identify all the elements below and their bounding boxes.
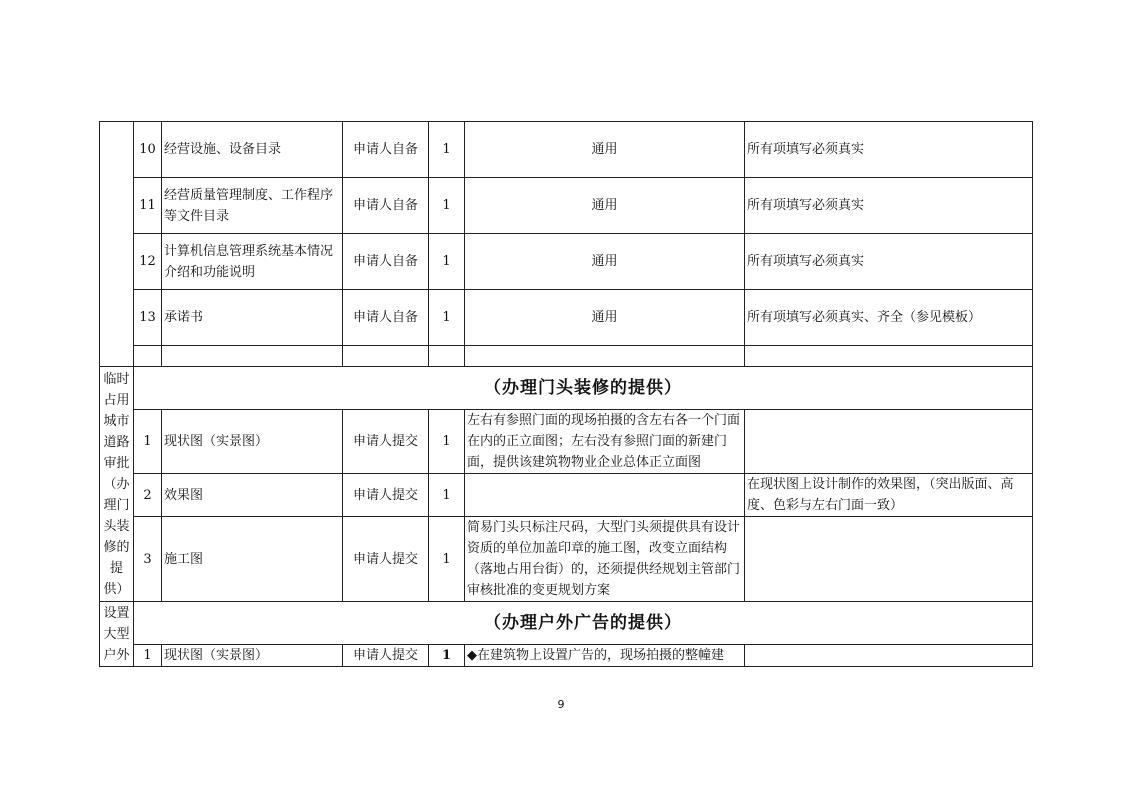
row-number: 10 xyxy=(134,122,162,178)
material-provider: 申请人提交 xyxy=(343,645,429,667)
category-cell-empty xyxy=(100,122,134,367)
material-note xyxy=(745,517,1033,602)
table-row xyxy=(100,517,1033,602)
material-name: 经营质量管理制度、工作程序等文件目录 xyxy=(162,178,343,234)
material-note: 所有项填写必须真实 xyxy=(745,234,1033,290)
material-name: 施工图 xyxy=(162,517,343,602)
material-provider: 申请人提交 xyxy=(343,410,429,474)
material-name: 现状图（实景图） xyxy=(162,645,343,667)
material-scope: 通用 xyxy=(465,122,745,178)
row-number: 13 xyxy=(134,290,162,346)
material-name: 效果图 xyxy=(162,474,343,517)
row-number: 2 xyxy=(134,474,162,517)
material-quantity: 1 xyxy=(429,410,465,474)
material-note: 所有项填写必须真实、齐全（参见模板） xyxy=(745,290,1033,346)
material-scope: ◆在建筑物上设置广告的，现场拍摄的整幢建 xyxy=(465,645,745,667)
table-row xyxy=(100,178,1033,234)
material-note xyxy=(745,645,1033,667)
category-cell: 临时占用城市道路审批（办理门头装修的提供） xyxy=(100,367,134,602)
material-quantity: 1 xyxy=(429,645,465,667)
page-number: 9 xyxy=(557,698,565,711)
row-number: 1 xyxy=(134,410,162,474)
material-quantity: 1 xyxy=(429,234,465,290)
table-row xyxy=(100,474,1033,517)
material-quantity: 1 xyxy=(429,178,465,234)
material-note: 所有项填写必须真实 xyxy=(745,178,1033,234)
table-row xyxy=(100,410,1033,474)
blank-row xyxy=(100,346,1033,367)
material-name: 计算机信息管理系统基本情况介绍和功能说明 xyxy=(162,234,343,290)
material-name: 经营设施、设备目录 xyxy=(162,122,343,178)
material-note: 在现状图上设计制作的效果图，（突出版面、高度、色彩与左右门面一致） xyxy=(745,474,1033,517)
material-provider: 申请人提交 xyxy=(343,474,429,517)
section-title-row xyxy=(100,602,1033,645)
material-provider: 申请人自备 xyxy=(343,178,429,234)
material-scope: 通用 xyxy=(465,234,745,290)
table-row xyxy=(100,290,1033,346)
material-scope xyxy=(465,474,745,517)
category-cell: 设置大型户外 xyxy=(100,602,134,667)
material-note: 所有项填写必须真实 xyxy=(745,122,1033,178)
requirements-table xyxy=(99,121,1033,667)
material-name: 现状图（实景图） xyxy=(162,410,343,474)
material-provider: 申请人自备 xyxy=(343,234,429,290)
material-quantity: 1 xyxy=(429,290,465,346)
table-row xyxy=(100,122,1033,178)
material-name: 承诺书 xyxy=(162,290,343,346)
material-provider: 申请人自备 xyxy=(343,290,429,346)
material-scope: 左右有参照门面的现场拍摄的含左右各一个门面在内的正立面图；左右没有参照门面的新建门面，提供该建筑物物业企业总体正立面图 xyxy=(465,410,745,474)
material-scope: 简易门头只标注尺码，大型门头须提供具有设计资质的单位加盖印章的施工图，改变立面结构（落地占用台街）的，还须提供经规划主管部门审核批准的变更规划方案 xyxy=(465,517,745,602)
material-quantity: 1 xyxy=(429,474,465,517)
row-number: 1 xyxy=(134,645,162,667)
material-note xyxy=(745,410,1033,474)
row-number: 3 xyxy=(134,517,162,602)
table-row xyxy=(100,234,1033,290)
material-provider: 申请人提交 xyxy=(343,517,429,602)
row-number: 12 xyxy=(134,234,162,290)
material-provider: 申请人自备 xyxy=(343,122,429,178)
section-title: （办理门头装修的提供） xyxy=(134,367,1033,410)
material-quantity: 1 xyxy=(429,122,465,178)
section-title: （办理户外广告的提供） xyxy=(134,602,1033,645)
material-quantity: 1 xyxy=(429,517,465,602)
material-scope: 通用 xyxy=(465,290,745,346)
section-title-row xyxy=(100,367,1033,410)
table-row xyxy=(100,645,1033,667)
material-scope: 通用 xyxy=(465,178,745,234)
row-number: 11 xyxy=(134,178,162,234)
